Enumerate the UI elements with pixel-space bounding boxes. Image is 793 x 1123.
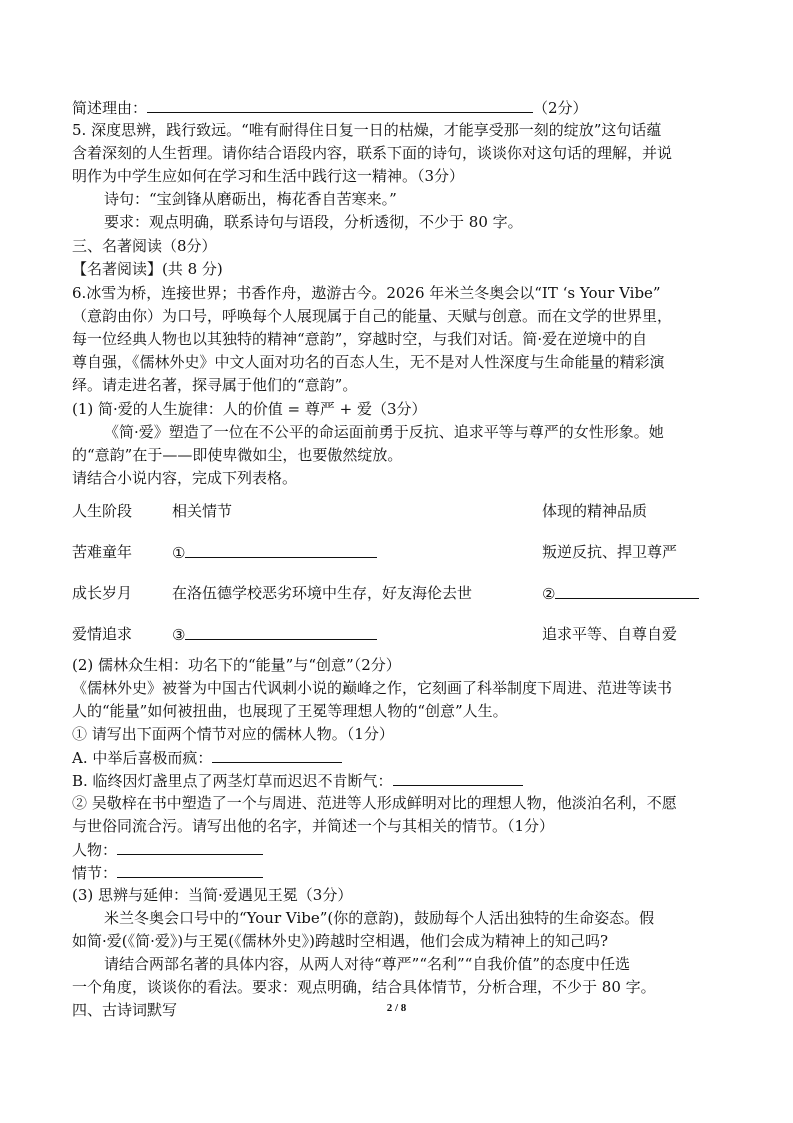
blank-3-answer[interactable]	[185, 624, 377, 640]
q6-line-5: 绎。请走进名著，探寻属于他们的“意韵”。	[72, 376, 358, 394]
q5-line-3: 明作为中学生应如何在学习和生活中践行这一精神。（3分）	[72, 167, 465, 185]
person-label: 人物：	[72, 841, 118, 859]
part-2-title: (2) 儒林众生相：功名下的“能量”与“创意”（2分）	[72, 656, 401, 674]
item-b-answer[interactable]	[393, 770, 523, 786]
part-2-item-b	[72, 770, 523, 792]
person-answer[interactable]	[117, 839, 263, 855]
part-1-title: (1) 简·爱的人生旋律：人的价值 = 尊严 + 爱（3分）	[72, 400, 427, 418]
q6-line-3: 每一位经典人物也以其独特的精神“意韵”，穿越时空，与我们对话。简·爱在逆境中的自	[72, 330, 648, 348]
table-row-2-quality	[542, 583, 699, 605]
item-b-label: B. 临终因灯盏里点了两茎灯草而迟迟不肯断气：	[72, 772, 393, 790]
table-row-2-stage: 成长岁月	[72, 584, 133, 602]
reason-label: 简述理由：	[72, 99, 148, 117]
part-2-intro-2: 人的“能量”如何被扭曲，也展现了王冕等理想人物的“创意”人生。	[72, 702, 508, 720]
plot-line	[72, 862, 263, 884]
q6-line-2: （意韵由你）为口号，呼唤每个人展现属于自己的能量、天赋与创意。而在文学的世界里，	[72, 307, 673, 325]
person-line	[72, 839, 263, 861]
part-2-question-2b: 与世俗同流合污。请写出他的名字，并简述一个与其相关的情节。（1分）	[72, 817, 555, 835]
reason-answer-blank[interactable]	[147, 97, 533, 113]
blank-marker-2: ②	[542, 585, 556, 603]
q6-line-1: 6.冰雪为桥，连接世界；书香作舟，遨游古今。2026 年米兰冬奥会以“IT ‘s Your Vibe”	[72, 284, 661, 302]
part-3-line-2: 如简·爱(《简·爱》)与王冕(《儒林外史》)跨越时空相遇，他们会成为精神上的知己吗?	[72, 932, 608, 950]
page-number: 2 / 8	[386, 1002, 407, 1014]
table-row-1-quality: 叛逆反抗、捍卫尊严	[542, 543, 678, 561]
part-3-line-1: 米兰冬奥会口号中的“Your Vibe”(你的意韵)，鼓励每个人活出独特的生命姿态。假	[104, 909, 655, 927]
table-row-3-stage: 爱情追求	[72, 625, 133, 643]
blank-marker-3: ③	[172, 626, 186, 644]
table-header-stage: 人生阶段	[72, 502, 133, 520]
part-1-intro-2: 的“意韵”在于——即使卑微如尘，也要傲然绽放。	[72, 446, 403, 464]
reason-line	[72, 97, 588, 119]
plot-label: 情节：	[72, 864, 118, 882]
part-3-line-4: 一个角度，谈谈你的看法。要求：观点明确，结合具体情节，分析合理，不少于 80 字。	[72, 978, 656, 996]
q5-poem: 诗句：“宝剑锋从磨砺出，梅花香自苦寒来。”	[104, 190, 397, 208]
blank-marker-1: ①	[172, 544, 186, 562]
blank-2-answer[interactable]	[555, 583, 699, 599]
part-3-line-3: 请结合两部名著的具体内容，从两人对待“尊严”“名利”“自我价值”的态度中任选	[104, 955, 631, 973]
part-2-question-2a: ② 吴敬梓在书中塑造了一个与周进、范进等人形成鲜明对比的理想人物，他淡泊名利，不愿	[72, 794, 677, 812]
blank-1-answer[interactable]	[185, 542, 377, 558]
section-3-heading: 三、名著阅读（8分）	[72, 237, 217, 255]
q5-line-2: 含着深刻的人生哲理。请你结合语段内容，联系下面的诗句，谈谈你对这句话的理解，并说	[72, 144, 673, 162]
item-a-answer[interactable]	[212, 747, 342, 763]
part-2-intro-1: 《儒林外史》被誉为中国古代讽刺小说的巅峰之作，它刻画了科举制度下周进、范进等读书	[72, 679, 673, 697]
item-a-label: A. 中举后喜极而疯：	[72, 749, 213, 767]
table-header-plot: 相关情节	[172, 502, 233, 520]
plot-answer[interactable]	[117, 862, 263, 878]
table-row-1-plot	[172, 542, 377, 564]
classic-reading-tag: 【名著阅读】(共 8 分)	[72, 260, 223, 278]
table-row-3-quality: 追求平等、自尊自爱	[542, 625, 678, 643]
part-2-item-a	[72, 747, 342, 769]
q6-line-4: 尊自强，《儒林外史》中文人面对功名的百态人生，无不是对人性深度与生命能量的精彩演	[72, 353, 665, 371]
section-4-heading: 四、古诗词默写	[72, 1001, 178, 1019]
part-3-title: (3) 思辨与延伸：当简·爱遇见王冕（3分）	[72, 886, 353, 904]
q5-line-1: 5. 深度思辨，践行致远。“唯有耐得住日复一日的枯燥，才能享受那一刻的绽放”这句话蕴	[72, 121, 662, 139]
part-2-question-1: ① 请写出下面两个情节对应的儒林人物。（1分）	[72, 725, 394, 743]
table-row-1-stage: 苦难童年	[72, 543, 133, 561]
table-row-2-plot: 在洛伍德学校恶劣环境中生存，好友海伦去世	[172, 584, 473, 602]
reason-score: （2分）	[533, 99, 588, 117]
q5-requirement: 要求：观点明确，联系诗句与语段，分析透彻，不少于 80 字。	[104, 213, 523, 231]
table-row-3-plot	[172, 624, 377, 646]
part-1-instruction: 请结合小说内容，完成下列表格。	[72, 469, 298, 487]
table-header-quality: 体现的精神品质	[542, 502, 648, 520]
part-1-intro-1: 《简·爱》塑造了一位在不公平的命运面前勇于反抗、追求平等与尊严的女性形象。她	[104, 423, 664, 441]
